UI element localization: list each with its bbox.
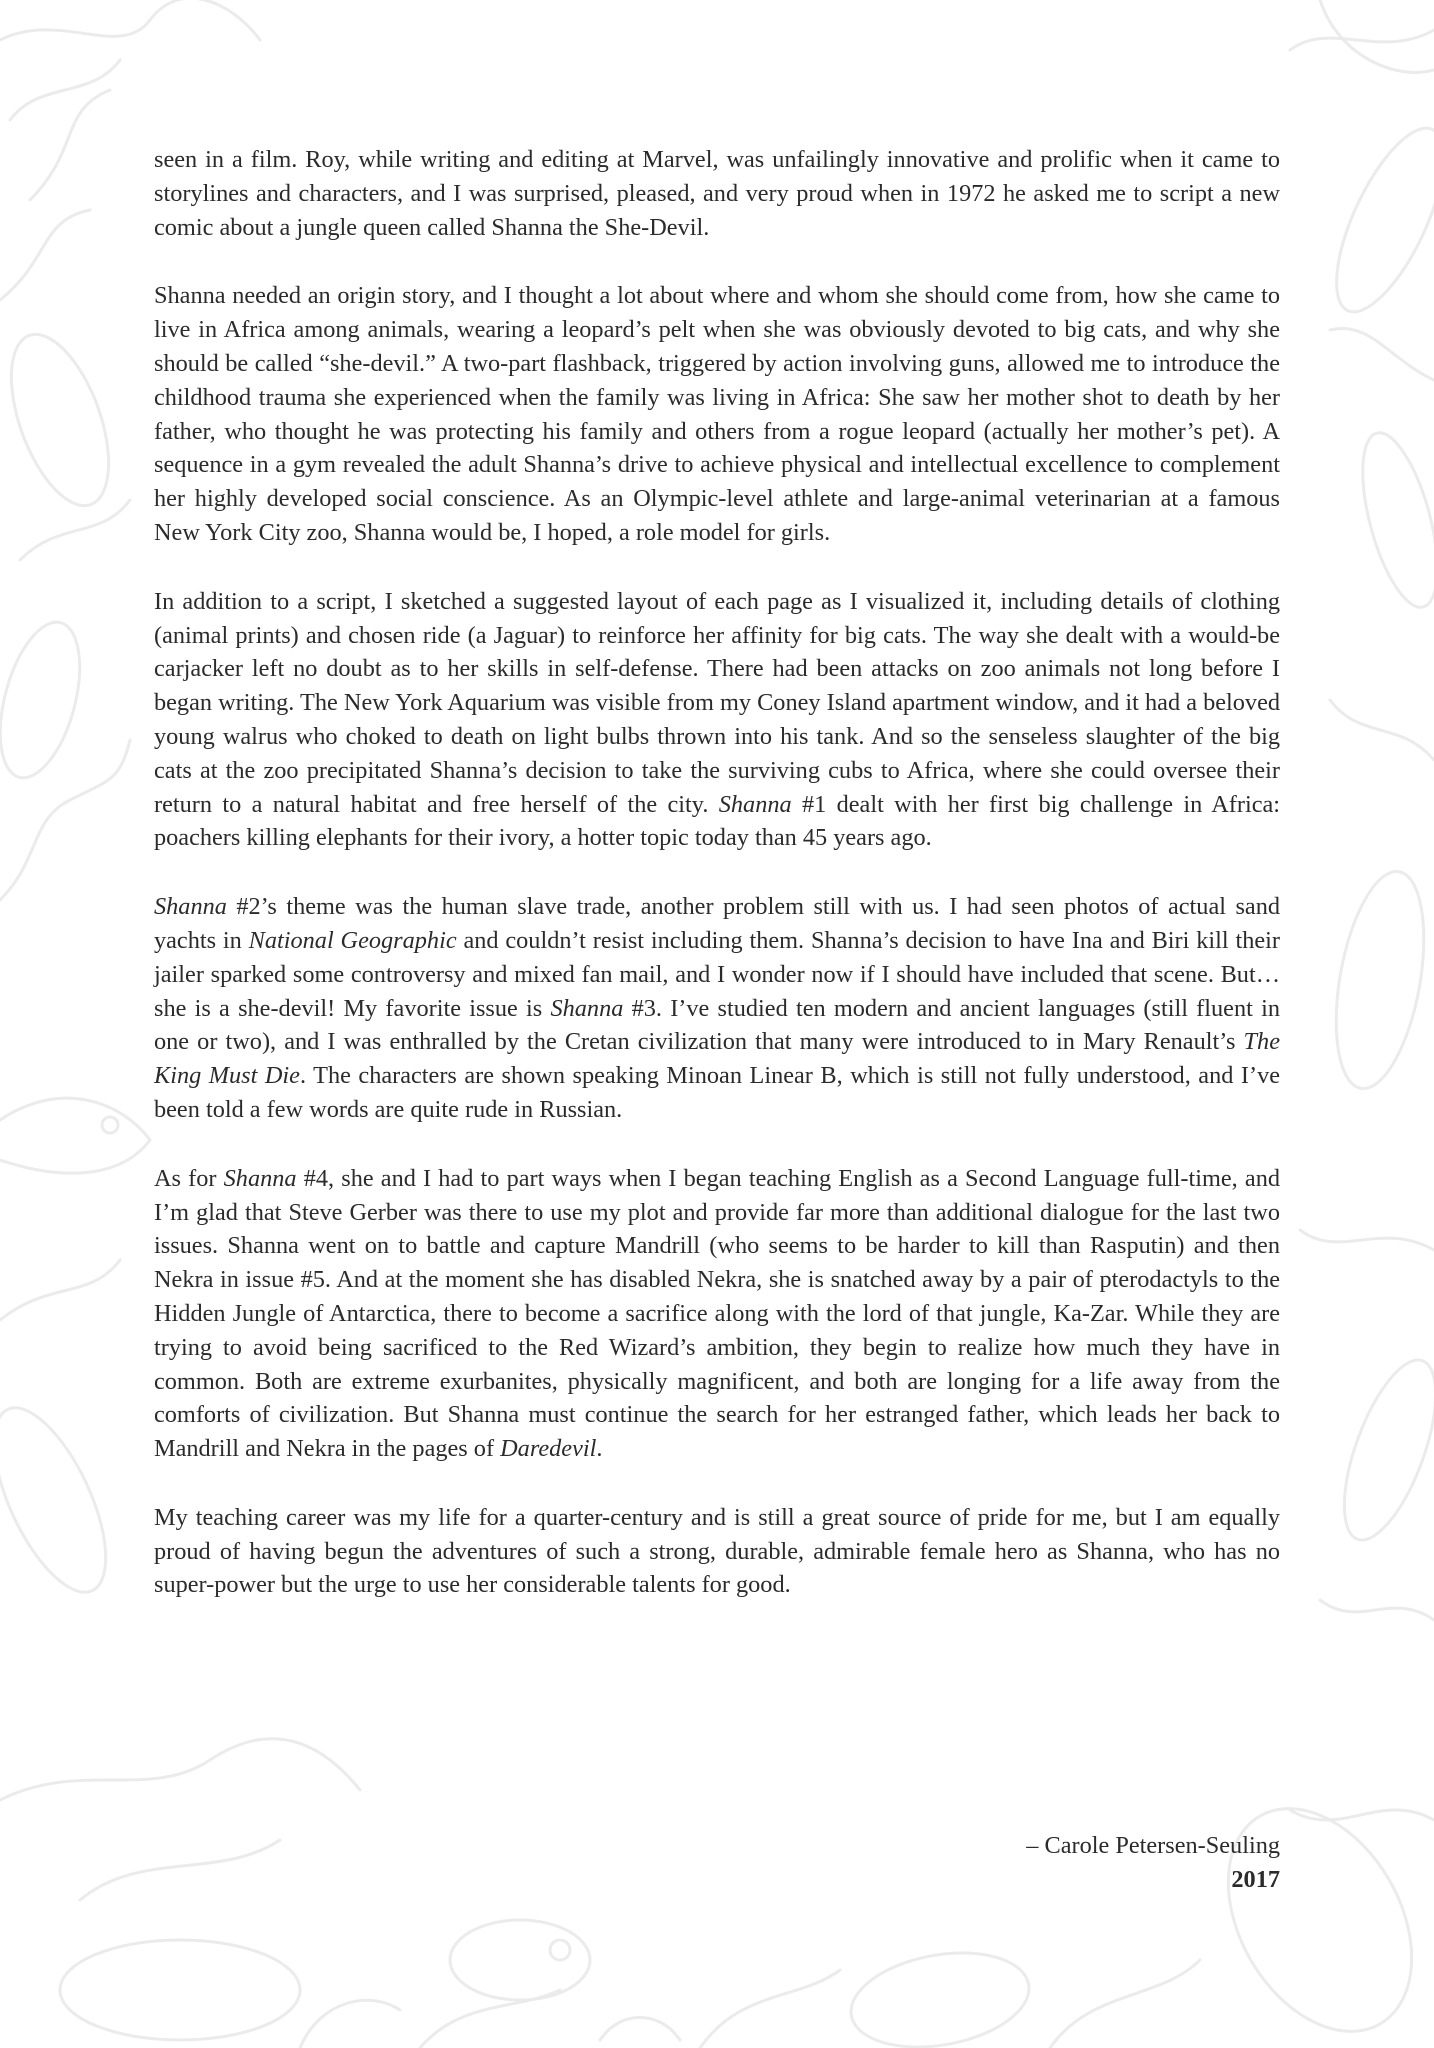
text-run: In addition to a script, I sketched a suggested layout of each page as I visualized it, including details of clothing (animal prints) and chosen ride (a Jaguar) to reinforce her affinity for big cats. The way she dealt with a would-be carjacker left no doubt as to her skills in self-defense. There had been attacks on zoo animals not long before I began writing. The New York Aquarium was visible from my Coney Island apartment window, and it had a beloved young walrus who choked to death on light bulbs thrown into his tank. And so the senseless slaughter of the big cats at the zoo precipitated Shanna’s decision to take the surviving cubs to Africa, where she could oversee their return to a natural habitat and free herself of the city. bbox=[154, 587, 1280, 818]
italic-title: The King Must Die bbox=[154, 1028, 1280, 1090]
italic-title: Shanna bbox=[550, 994, 624, 1022]
text-run: . bbox=[596, 1435, 603, 1463]
italic-title: Shanna bbox=[154, 893, 227, 921]
italic-title: Shanna bbox=[223, 1164, 297, 1192]
paragraph bbox=[154, 279, 1280, 549]
text-run: and couldn’t resist including them. Shanna’s decision to have Ina and Biri kill their jailer sparked some controversy and mixed fan mail, and I wonder now if I should have included that scene. But…she is a she-devil! My favorite issue is bbox=[154, 926, 1280, 1022]
text-run: As for bbox=[154, 1164, 224, 1192]
italic-title: National Geographic bbox=[248, 926, 457, 954]
text-run: My teaching career was my life for a quarter-century and is still a great source of pride for me, but I am equally proud of having begun the adventures of such a strong, durable, admirable female hero as Shanna, who has no super-power but the urge to use her considerable talents for good. bbox=[154, 1503, 1280, 1599]
paragraph bbox=[154, 890, 1280, 1127]
signature-block bbox=[1026, 1829, 1280, 1897]
paragraph bbox=[154, 1501, 1280, 1602]
author-name: – Carole Petersen-Seuling bbox=[1026, 1832, 1280, 1859]
text-run: seen in a film. Roy, while writing and editing at Marvel, was unfailingly innovative and prolific when it came to storylines and characters, and I was surprised, pleased, and very proud when in 1972 he asked me to script a new comic about a jungle queen called Shanna the She-Devil. bbox=[154, 146, 1280, 241]
paragraph bbox=[154, 1162, 1280, 1466]
text-run: #3. I’ve studied ten modern and ancient languages (still fluent in one or two), and I was enthralled by the Cretan civilization that many were introduced to in Mary Renault’s bbox=[154, 994, 1280, 1056]
article-body bbox=[154, 143, 1280, 1637]
text-run: #2’s theme was the human slave trade, another problem still with us. I had seen photos of actual sand yachts in bbox=[154, 893, 1280, 954]
text-run: #4, she and I had to part ways when I began teaching English as a Second Language full-time, and I’m glad that Steve Gerber was there to use my plot and provide far more than additional dialogue for the last two issues. Shanna went on to battle and capture Mandrill (who seems to be harder to kill than Rasputin) and then Nekra in issue #5. And at the moment she has disabled Nekra, she is snatched away by a pair of pterodactyls to the Hidden Jungle of Antarctica, there to become a sacrifice along with the lord of that jungle, Ka-Zar. While they are trying to avoid being sacrificed to the Red Wizard’s ambition, they begin to realize how much they have in common. Both are extreme exurbanites, physically magnificent, and both are longing for a life away from the comforts of civilization. But Shanna must continue the search for her estranged father, which leads her back to Mandrill and Nekra in the pages of bbox=[154, 1164, 1280, 1463]
paragraph bbox=[154, 585, 1280, 855]
signature-year: 2017 bbox=[1231, 1866, 1280, 1893]
text-run: . The characters are shown speaking Minoan Linear B, which is still not fully understood, and I’ve been told a few words are quite rude in Russian. bbox=[154, 1062, 1281, 1123]
italic-title: Shanna bbox=[718, 790, 792, 818]
paragraph bbox=[154, 143, 1280, 244]
text-run: Shanna needed an origin story, and I thought a lot about where and whom she should come from, how she came to live in Africa among animals, wearing a leopard’s pelt when she was obviously devoted to big cats, and why she should be called “she-devil.” A two-part flashback, triggered by action involving guns, allowed me to introduce the childhood trauma she experienced when the family was living in Africa: She saw her mother shot to death by her father, who thought he was protecting his family and others from a rogue leopard (actually her mother’s pet). A sequence in a gym revealed the adult Shanna’s drive to achieve physical and intellectual excellence to complement her highly developed social conscience. As an Olympic-level athlete and large-animal veterinarian at a famous New York City zoo, Shanna would be, I hoped, a role model for girls. bbox=[154, 282, 1280, 546]
text-run: #1 dealt with her first big challenge in Africa: poachers killing elephants for their ivory, a hotter topic today than 45 years ago. bbox=[154, 790, 1281, 852]
italic-title: Daredevil bbox=[500, 1435, 597, 1463]
